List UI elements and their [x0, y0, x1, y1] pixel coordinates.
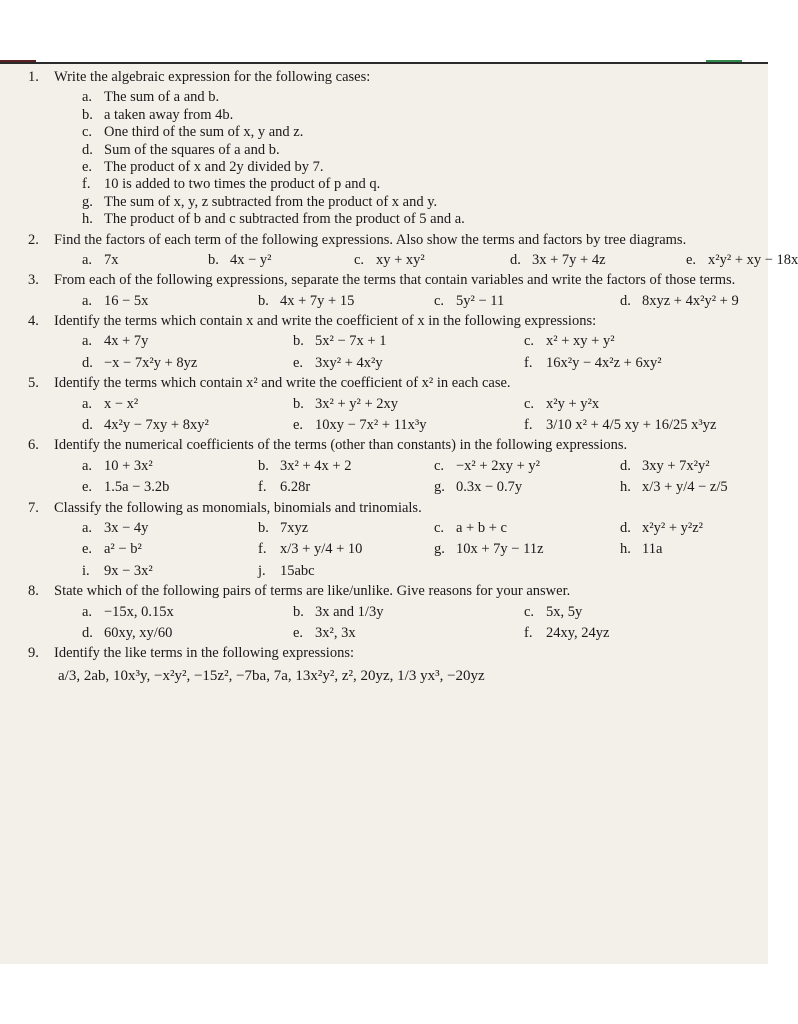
question-text: Write the algebraic expression for the following cases:	[54, 69, 371, 85]
list-item	[258, 479, 428, 496]
question-7	[28, 500, 750, 581]
question-items	[54, 293, 750, 310]
item-label: g.	[434, 541, 445, 558]
item-label: d.	[620, 292, 631, 309]
question-number: 3.	[28, 272, 39, 289]
item-label: d.	[82, 141, 93, 158]
item-expression: 8xyz + 4x²y² + 9	[642, 292, 739, 309]
list-item	[434, 520, 614, 537]
list-item	[82, 211, 750, 228]
list-item	[434, 541, 614, 558]
list-item	[82, 396, 287, 413]
list-item	[82, 333, 287, 350]
item-expression: 0.3x − 0.7y	[456, 479, 523, 496]
list-item	[82, 89, 750, 106]
item-label: e.	[82, 479, 93, 496]
item-text: a taken away from 4b.	[104, 106, 234, 123]
item-expression: 10 + 3x²	[104, 457, 153, 474]
question-8	[28, 583, 750, 642]
question-text: Identify the numerical coefficients of the terms (other than constants) in the following expressions.	[54, 437, 628, 454]
item-expression: x − x²	[104, 395, 139, 412]
item-expression: 3/10 x² + 4/5 xy + 16/25 x³yz	[546, 417, 717, 434]
item-expression: 24xy, 24yz	[546, 624, 610, 641]
item-expression: a² − b²	[104, 541, 142, 558]
item-expression: 16x²y − 4x²z + 6xy²	[546, 354, 662, 371]
list-item	[293, 417, 518, 434]
item-expression: −x² + 2xy + y²	[456, 457, 540, 474]
list-item	[82, 107, 750, 124]
item-expression: −15x, 0.15x	[104, 603, 174, 620]
item-text: 10 is added to two times the product of p and q.	[104, 176, 381, 193]
list-item	[524, 355, 764, 372]
list-item	[510, 252, 680, 269]
list-item	[524, 396, 764, 413]
question-items	[54, 604, 750, 643]
question-items	[54, 251, 798, 269]
item-label: e.	[293, 624, 304, 641]
list-item	[434, 293, 614, 310]
list-item	[620, 479, 770, 496]
item-expression: x²y² + y²z²	[642, 519, 704, 536]
item-expression: x/3 + y/4 − z/5	[642, 479, 728, 496]
list-item	[208, 252, 348, 269]
item-label: c.	[434, 457, 445, 474]
item-text: The product of x and 2y divided by 7.	[104, 158, 324, 175]
item-expression: 9x − 3x²	[104, 562, 153, 579]
list-item	[82, 176, 750, 193]
item-label: f.	[82, 176, 91, 193]
item-label: g.	[82, 193, 93, 210]
list-item	[524, 604, 764, 621]
question-1	[28, 69, 750, 229]
item-expression: 15abc	[280, 562, 315, 579]
question-2	[28, 231, 798, 270]
question-9	[28, 645, 750, 684]
question-items	[54, 333, 750, 372]
item-label: h.	[82, 211, 93, 228]
item-expression: 5x² − 7x + 1	[315, 333, 387, 350]
list-item	[82, 563, 252, 580]
item-label: f.	[524, 624, 533, 641]
list-item	[82, 625, 287, 642]
item-expression: x²y² + xy − 18x	[708, 251, 798, 268]
item-label: a.	[82, 333, 93, 350]
list-item	[82, 159, 750, 176]
item-label: c.	[434, 292, 445, 309]
item-expression: 6.28r	[280, 479, 311, 496]
item-label: f.	[258, 479, 267, 496]
item-expression: 3x + 7y + 4z	[532, 251, 606, 268]
item-label: c.	[354, 251, 365, 268]
list-item	[258, 541, 428, 558]
list-item	[82, 417, 287, 434]
item-expression: 3x², 3x	[315, 624, 356, 641]
item-label: c.	[82, 124, 93, 141]
list-item	[686, 252, 796, 269]
list-item	[293, 625, 518, 642]
item-expression: 3x and 1/3y	[315, 603, 384, 620]
item-label: c.	[524, 395, 535, 412]
question-number: 9.	[28, 645, 39, 662]
question-text: Identify the terms which contain x and write the coefficient of x in the following expressions:	[54, 313, 597, 330]
item-label: a.	[82, 89, 93, 106]
list-item	[524, 333, 764, 350]
item-expression: −x − 7x²y + 8yz	[104, 354, 198, 371]
item-label: e.	[82, 541, 93, 558]
item-label: f.	[524, 354, 533, 371]
item-text: The sum of x, y, z subtracted from the product of x and y.	[104, 193, 438, 210]
question-6	[28, 437, 750, 496]
question-5	[28, 375, 750, 434]
item-expression: xy + xy²	[376, 251, 425, 268]
item-label: b.	[293, 395, 304, 412]
item-label: b.	[258, 292, 269, 309]
question-text: Identify the terms which contain x² and write the coefficient of x² in each case.	[54, 375, 511, 392]
item-expression: 7x	[104, 251, 119, 268]
list-item	[293, 604, 518, 621]
item-expression: 7xyz	[280, 519, 309, 536]
item-expression: 11a	[642, 541, 663, 558]
question-number: 1.	[28, 69, 39, 85]
item-label: f.	[258, 541, 267, 558]
list-item	[524, 625, 764, 642]
item-expression: 3xy + 7x²y²	[642, 457, 710, 474]
item-label: a.	[82, 292, 93, 309]
question-text: Classify the following as monomials, binomials and trinomials.	[54, 499, 422, 516]
item-label: a.	[82, 519, 93, 536]
item-label: a.	[82, 603, 93, 620]
question-4	[28, 313, 750, 372]
item-label: h.	[620, 479, 631, 496]
list-item	[620, 520, 770, 537]
item-expression: x²y + y²x	[546, 395, 600, 412]
list-item	[258, 458, 428, 475]
item-label: e.	[293, 417, 304, 434]
exercise-content	[28, 66, 798, 685]
list-item	[524, 417, 764, 434]
list-item	[293, 333, 518, 350]
item-expression: 4x − y²	[230, 251, 272, 268]
question-number: 8.	[28, 583, 39, 600]
item-text: The sum of a and b.	[104, 89, 220, 106]
item-label: c.	[434, 519, 445, 536]
list-item	[82, 355, 287, 372]
item-label: h.	[620, 541, 631, 558]
item-label: d.	[620, 519, 631, 536]
question-text: Find the factors of each term of the following expressions. Also show the terms and factors by tree diagrams.	[54, 231, 687, 248]
item-expression: 3x² + 4x + 2	[280, 457, 352, 474]
list-item	[82, 142, 750, 159]
item-label: d.	[510, 251, 521, 268]
list-item	[82, 479, 252, 496]
item-expression: 4x + 7y	[104, 333, 149, 350]
list-item	[82, 293, 252, 310]
question-number: 4.	[28, 313, 39, 330]
question-number: 6.	[28, 437, 39, 454]
item-label: b.	[208, 251, 219, 268]
item-label: b.	[293, 603, 304, 620]
list-item	[620, 293, 770, 310]
item-expression: 4x²y − 7xy + 8xy²	[104, 417, 209, 434]
item-expression: 4x + 7y + 15	[280, 292, 355, 309]
list-item	[82, 194, 750, 211]
list-item	[82, 520, 252, 537]
question-items	[54, 458, 750, 497]
list-item	[258, 293, 428, 310]
list-item	[82, 124, 750, 141]
question-number: 5.	[28, 375, 39, 392]
item-label: e.	[293, 354, 304, 371]
item-label: a.	[82, 395, 93, 412]
list-item	[82, 252, 202, 269]
like-terms-expression: a/3, 2ab, 10x³y, −x²y², −15z², −7ba, 7a, 13x²y², z², 20yz, 1/3 yx³, −20yz	[58, 667, 485, 684]
item-label: b.	[258, 457, 269, 474]
list-item	[258, 563, 428, 580]
item-expression: x/3 + y/4 + 10	[280, 541, 363, 558]
item-label: b.	[258, 519, 269, 536]
question-number: 7.	[28, 499, 39, 516]
item-label: d.	[620, 457, 631, 474]
item-label: e.	[686, 251, 697, 268]
item-label: j.	[258, 562, 266, 579]
question-items	[54, 520, 750, 580]
item-label: c.	[524, 333, 535, 350]
question-items	[54, 89, 750, 228]
list-item	[434, 479, 614, 496]
item-text: Sum of the squares of a and b.	[104, 141, 280, 158]
item-label: a.	[82, 457, 93, 474]
question-text: From each of the following expressions, separate the terms that contain variables and write the factors of those terms.	[54, 272, 736, 289]
list-item	[434, 458, 614, 475]
list-item	[258, 520, 428, 537]
item-label: g.	[434, 479, 445, 496]
item-label: a.	[82, 251, 93, 268]
item-label: b.	[82, 106, 93, 123]
item-label: d.	[82, 354, 93, 371]
item-expression: 10x + 7y − 11z	[456, 541, 544, 558]
item-expression: 5y² − 11	[456, 292, 505, 309]
item-expression: x² + xy + y²	[546, 333, 615, 350]
item-label: d.	[82, 624, 93, 641]
question-text: State which of the following pairs of terms are like/unlike. Give reasons for your answer.	[54, 583, 571, 600]
question-text: Identify the like terms in the following expressions:	[54, 645, 355, 662]
item-label: c.	[524, 603, 535, 620]
item-expression: 3xy² + 4x²y	[315, 354, 383, 371]
item-expression: 16 − 5x	[104, 292, 149, 309]
item-expression: 3x − 4y	[104, 519, 149, 536]
item-label: b.	[293, 333, 304, 350]
item-expression: 5x, 5y	[546, 603, 583, 620]
list-item	[620, 541, 770, 558]
item-expression: 1.5a − 3.2b	[104, 479, 170, 496]
item-text: The product of b and c subtracted from the product of 5 and a.	[104, 211, 465, 228]
list-item	[354, 252, 504, 269]
item-label: i.	[82, 562, 90, 579]
item-expression: 10xy − 7x² + 11x³y	[315, 417, 427, 434]
item-expression: 60xy, xy/60	[104, 624, 173, 641]
list-item	[293, 396, 518, 413]
question-items	[54, 396, 750, 435]
question-number: 2.	[28, 231, 39, 248]
item-expression: 3x² + y² + 2xy	[315, 395, 399, 412]
item-label: e.	[82, 158, 93, 175]
item-expression: a + b + c	[456, 519, 507, 536]
list-item	[82, 458, 252, 475]
list-item	[293, 355, 518, 372]
item-label: d.	[82, 417, 93, 434]
item-text: One third of the sum of x, y and z.	[104, 124, 304, 141]
list-item	[82, 604, 287, 621]
item-label: f.	[524, 417, 533, 434]
question-3	[28, 272, 750, 310]
list-item	[82, 541, 252, 558]
list-item	[620, 458, 770, 475]
